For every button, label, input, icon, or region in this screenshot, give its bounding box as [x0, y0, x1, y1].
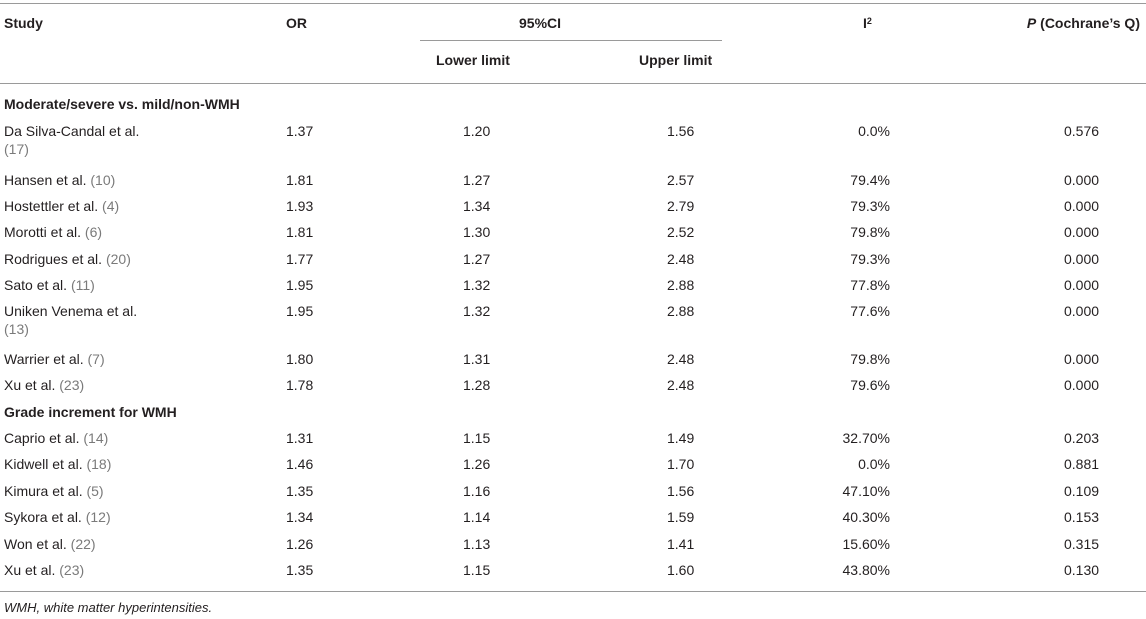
ci-upper-limit: 1.49 [667, 430, 695, 446]
study-name [4, 197, 119, 215]
ci-lower-limit: 1.27 [463, 172, 491, 188]
ci-upper-limit: 1.60 [667, 562, 695, 578]
odds-ratio: 1.31 [286, 430, 314, 446]
p-value: 0.000 [1064, 377, 1100, 393]
study-name [4, 561, 84, 579]
i2-value: 0.0% [858, 456, 890, 472]
i2-value: 47.10% [842, 483, 890, 499]
i2-value: 79.4% [850, 172, 890, 188]
header-p-value: P (Cochrane’s Q) [1026, 15, 1140, 31]
ci-lower-limit: 1.32 [463, 303, 491, 319]
reference-link[interactable]: (17) [4, 141, 29, 157]
study-author: Morotti et al. [4, 224, 85, 240]
reference-link[interactable]: (4) [102, 198, 120, 214]
header-ci: 95%CI [519, 15, 562, 31]
header-lower-limit: Lower limit [436, 52, 510, 68]
odds-ratio: 1.78 [286, 377, 314, 393]
p-value: 0.576 [1064, 123, 1100, 139]
study-name [4, 376, 84, 394]
study-author: Won et al. [4, 536, 71, 552]
study-name [4, 508, 111, 526]
reference-link[interactable]: (20) [105, 251, 131, 267]
ci-lower-limit: 1.32 [463, 277, 491, 293]
p-value: 0.000 [1064, 198, 1100, 214]
study-author: Hansen et al. [4, 172, 91, 188]
study-author: Da Silva-Candal et al. [4, 123, 140, 139]
odds-ratio: 1.35 [286, 483, 314, 499]
study-name [4, 535, 96, 553]
study-author: Rodrigues et al. [4, 251, 106, 267]
reference-link[interactable]: (23) [59, 377, 85, 393]
ci-lower-limit: 1.34 [463, 198, 491, 214]
study-author: Caprio et al. [4, 430, 84, 446]
ci-lower-limit: 1.26 [463, 456, 491, 472]
study-name [4, 302, 137, 338]
ci-upper-limit: 1.56 [667, 483, 695, 499]
ci-lower-limit: 1.14 [463, 509, 491, 525]
reference-link[interactable]: (12) [85, 509, 111, 525]
ci-lower-limit: 1.13 [463, 536, 491, 552]
p-value: 0.000 [1064, 251, 1100, 267]
i2-value: 40.30% [842, 509, 890, 525]
reference-link[interactable]: (13) [4, 321, 29, 337]
p-value: 0.315 [1064, 536, 1100, 552]
i2-value: 79.8% [850, 351, 890, 367]
table-footnote: WMH, white matter hyperintensities. [4, 600, 213, 615]
i2-value: 0.0% [858, 123, 890, 139]
study-name [4, 122, 139, 158]
ci-lower-limit: 1.16 [463, 483, 491, 499]
header-i2: $I^2$ [863, 15, 872, 31]
study-author: Sato et al. [4, 277, 71, 293]
ci-upper-limit: 2.48 [667, 351, 695, 367]
reference-link[interactable]: (23) [59, 562, 85, 578]
table-bottom-rule [0, 591, 1146, 592]
ci-lower-limit: 1.15 [463, 430, 491, 446]
study-author: Kimura et al. [4, 483, 87, 499]
study-author: Xu et al. [4, 377, 60, 393]
ci-upper-limit: 2.88 [667, 303, 695, 319]
ci-lower-limit: 1.20 [463, 123, 491, 139]
study-name [4, 482, 104, 500]
section-title: Moderate/severe vs. mild/non-WMH [4, 96, 240, 112]
table-top-rule [0, 3, 1146, 4]
ci-span-rule [420, 40, 722, 41]
ci-upper-limit: 2.57 [667, 172, 695, 188]
i2-value: 15.60% [842, 536, 890, 552]
p-value: 0.000 [1064, 303, 1100, 319]
reference-link[interactable]: (10) [90, 172, 116, 188]
study-author: Xu et al. [4, 562, 60, 578]
i2-value: 79.3% [850, 198, 890, 214]
p-value: 0.881 [1064, 456, 1100, 472]
p-value: 0.000 [1064, 277, 1100, 293]
odds-ratio: 1.34 [286, 509, 314, 525]
ci-upper-limit: 2.79 [667, 198, 695, 214]
odds-ratio: 1.95 [286, 277, 314, 293]
odds-ratio: 1.93 [286, 198, 314, 214]
header-upper-limit: Upper limit [639, 52, 713, 68]
header-bottom-rule [0, 83, 1146, 84]
ci-upper-limit: 1.59 [667, 509, 695, 525]
odds-ratio: 1.26 [286, 536, 314, 552]
ci-upper-limit: 2.88 [667, 277, 695, 293]
odds-ratio: 1.81 [286, 224, 314, 240]
study-name [4, 171, 115, 189]
ci-lower-limit: 1.27 [463, 251, 491, 267]
ci-lower-limit: 1.28 [463, 377, 491, 393]
study-name [4, 223, 102, 241]
p-value: 0.000 [1064, 172, 1100, 188]
i2-value: 79.6% [850, 377, 890, 393]
study-name [4, 250, 131, 268]
section-title: Grade increment for WMH [4, 404, 177, 420]
odds-ratio: 1.37 [286, 123, 314, 139]
study-name [4, 429, 108, 447]
p-value: 0.109 [1064, 483, 1100, 499]
ci-lower-limit: 1.30 [463, 224, 491, 240]
odds-ratio: 1.77 [286, 251, 314, 267]
reference-link[interactable]: (6) [84, 224, 103, 240]
odds-ratio: 1.95 [286, 303, 314, 319]
i2-value: 79.8% [850, 224, 890, 240]
p-value: 0.153 [1064, 509, 1100, 525]
ci-upper-limit: 2.52 [667, 224, 695, 240]
reference-link[interactable]: (11) [70, 277, 95, 293]
ci-upper-limit: 1.56 [667, 123, 695, 139]
study-name [4, 350, 105, 368]
ci-upper-limit: 1.41 [667, 536, 695, 552]
reference-link[interactable]: (5) [86, 483, 104, 499]
odds-ratio: 1.81 [286, 172, 314, 188]
study-author: Uniken Venema et al. [4, 303, 138, 319]
i2-value: 43.80% [842, 562, 890, 578]
ci-lower-limit: 1.31 [463, 351, 491, 367]
study-name [4, 276, 95, 294]
ci-lower-limit: 1.15 [463, 562, 491, 578]
reference-link[interactable]: (18) [86, 456, 112, 472]
study-author: Hostettler et al. [4, 198, 103, 214]
ci-upper-limit: 2.48 [667, 377, 695, 393]
study-author: Warrier et al. [4, 351, 88, 367]
p-value: 0.000 [1064, 351, 1100, 367]
i2-value: 77.6% [850, 303, 890, 319]
study-author: Sykora et al. [4, 509, 86, 525]
odds-ratio: 1.80 [286, 351, 314, 367]
i2-value: 77.8% [850, 277, 890, 293]
odds-ratio: 1.46 [286, 456, 314, 472]
study-name [4, 455, 111, 473]
reference-link[interactable]: (7) [87, 351, 105, 367]
ci-upper-limit: 2.48 [667, 251, 695, 267]
reference-link[interactable]: (14) [83, 430, 109, 446]
study-author: Kidwell et al. [4, 456, 87, 472]
i2-value: 79.3% [850, 251, 890, 267]
reference-link[interactable]: (22) [70, 536, 96, 552]
p-value: 0.000 [1064, 224, 1100, 240]
i2-value: 32.70% [842, 430, 890, 446]
header-study: Study [4, 15, 43, 31]
header-or: OR [286, 15, 307, 31]
odds-ratio: 1.35 [286, 562, 314, 578]
p-value: 0.130 [1064, 562, 1100, 578]
p-value: 0.203 [1064, 430, 1100, 446]
ci-upper-limit: 1.70 [667, 456, 695, 472]
